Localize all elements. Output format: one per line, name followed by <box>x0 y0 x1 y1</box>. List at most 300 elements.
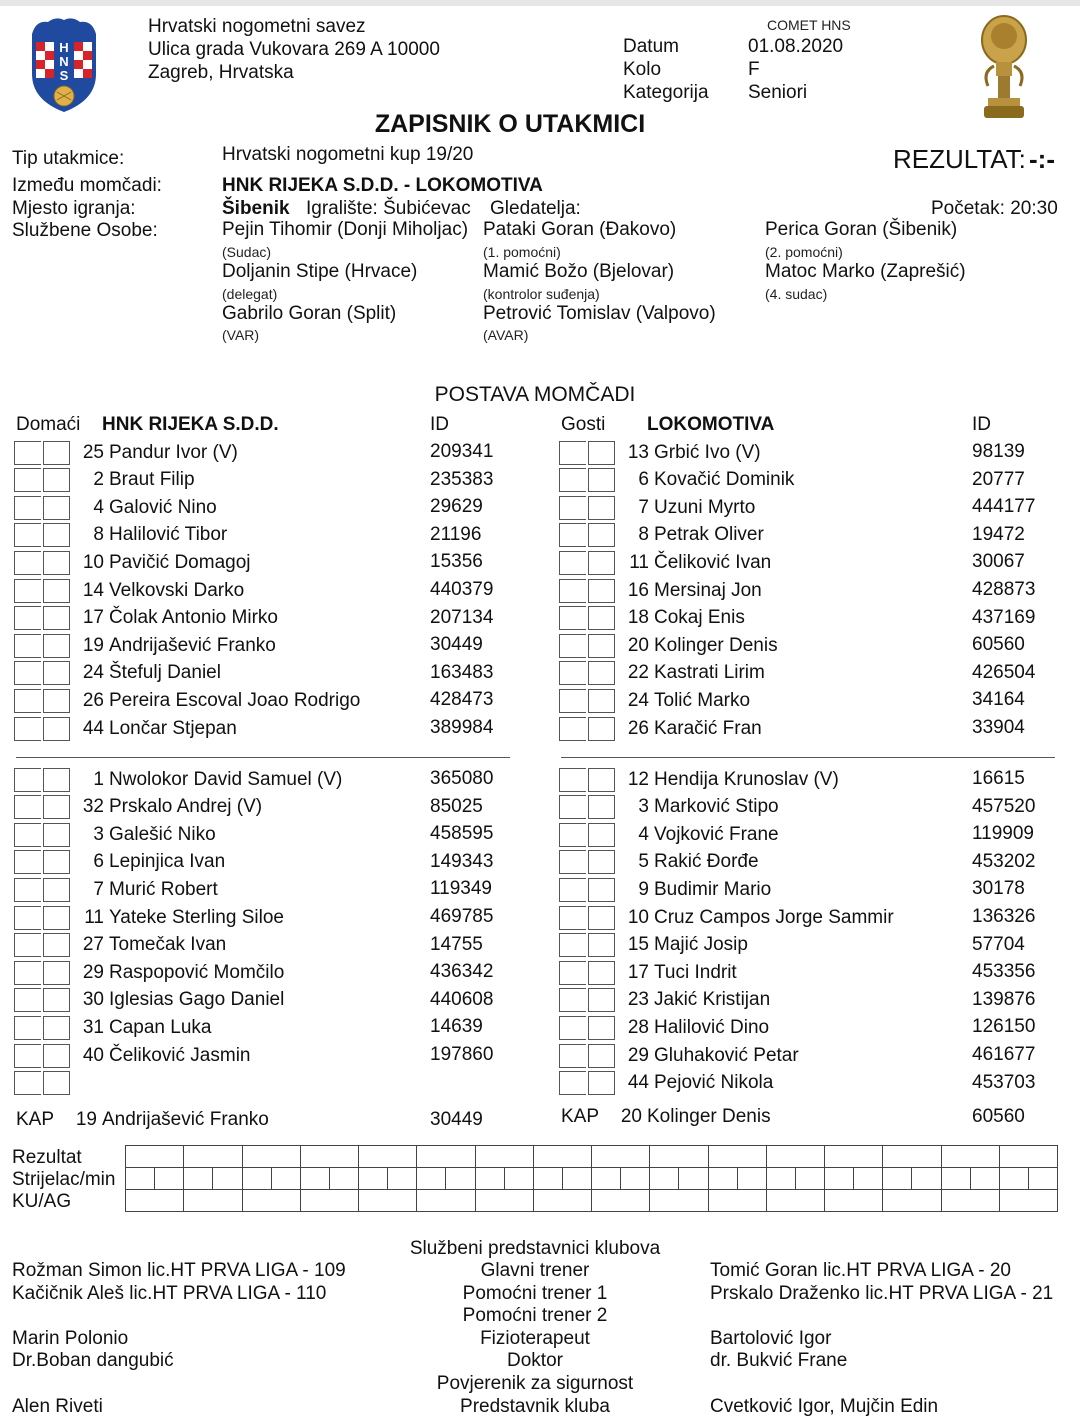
player-row <box>559 660 765 687</box>
player-checkbox-a[interactable] <box>14 1016 41 1040</box>
score-grid-cell[interactable] <box>300 1168 329 1190</box>
player-checkbox-b[interactable] <box>43 496 70 520</box>
player-row <box>14 494 217 521</box>
player-checkbox-a[interactable] <box>559 961 586 985</box>
player-checkbox-a[interactable] <box>14 468 41 492</box>
score-grid-cell[interactable] <box>388 1168 417 1190</box>
player-row <box>14 632 276 659</box>
score-grid-cell[interactable] <box>766 1168 795 1190</box>
away-captain-id: 60560 <box>972 1106 1025 1127</box>
player-number: 13 <box>627 441 649 463</box>
score-grid-cell[interactable] <box>708 1168 737 1190</box>
player-checkbox-b[interactable] <box>43 933 70 957</box>
player-checkbox-b[interactable] <box>43 1071 70 1095</box>
score-grid-cell[interactable] <box>941 1190 999 1212</box>
player-checkbox-a[interactable] <box>14 961 41 985</box>
score-grid-cell[interactable] <box>650 1168 679 1190</box>
player-row <box>14 687 360 714</box>
player-checkbox-b[interactable] <box>588 1044 615 1068</box>
score-grid-cell[interactable] <box>184 1146 242 1168</box>
away-official: dr. Bukvić Frane <box>710 1350 848 1372</box>
player-number: 3 <box>93 823 104 845</box>
player-checkbox-b[interactable] <box>588 768 615 792</box>
player-name: Pavičić Domagoj <box>109 551 251 573</box>
player-checkbox-b[interactable] <box>43 878 70 902</box>
player-row <box>559 439 761 466</box>
player-checkbox-a[interactable] <box>559 551 586 575</box>
player-row <box>559 494 755 521</box>
player-checkbox-b[interactable] <box>588 823 615 847</box>
pitch-text: Igralište: Šubićevac <box>306 198 471 219</box>
player-checkbox-b[interactable] <box>588 523 615 547</box>
player-checkbox-b[interactable] <box>588 661 615 685</box>
player-number: 27 <box>82 934 104 956</box>
player-checkbox-a[interactable] <box>14 768 41 792</box>
player-checkbox-b[interactable] <box>588 795 615 819</box>
home-official: Rožman Simon lic.HT PRVA LIGA - 109 <box>12 1260 346 1281</box>
player-name: Lončar Stjepan <box>109 717 237 739</box>
player-checkbox-b[interactable] <box>43 441 70 465</box>
score-grid-cell[interactable] <box>592 1190 650 1212</box>
player-id: 444177 <box>972 496 1036 518</box>
player-checkbox-b[interactable] <box>43 1016 70 1040</box>
player-checkbox-b[interactable] <box>43 634 70 658</box>
player-checkbox-a[interactable] <box>14 717 41 741</box>
score-grid-cell[interactable] <box>883 1146 941 1168</box>
player-row <box>14 605 278 632</box>
federation-name: Hrvatski nogometni savez <box>148 16 366 37</box>
player-row <box>14 549 251 576</box>
player-row <box>559 715 762 742</box>
score-grid-cell[interactable] <box>126 1190 184 1212</box>
player-number: 17 <box>82 607 104 629</box>
official-role: Doktor <box>507 1350 563 1372</box>
player-id: 149343 <box>430 850 494 872</box>
score-grid-cell[interactable] <box>766 1190 824 1212</box>
player-name: Kovačić Dominik <box>654 469 795 491</box>
score-grid-cell[interactable] <box>475 1146 533 1168</box>
player-id: 136326 <box>972 906 1036 927</box>
svg-text:S: S <box>59 68 69 83</box>
score-grid-cell[interactable] <box>475 1190 533 1212</box>
player-checkbox-b[interactable] <box>43 823 70 847</box>
player-checkbox-a[interactable] <box>559 988 586 1012</box>
score-grid-cell[interactable] <box>359 1190 417 1212</box>
player-id: 207134 <box>430 606 494 628</box>
player-row <box>14 766 342 793</box>
player-id: 469785 <box>430 906 494 927</box>
teams-label: Između momčadi: <box>12 175 162 196</box>
player-name: Rakić Đorđe <box>654 851 759 873</box>
player-id: 453703 <box>972 1071 1036 1093</box>
score-grid-cell[interactable] <box>999 1146 1057 1168</box>
player-checkbox-b[interactable] <box>588 689 615 713</box>
player-number: 29 <box>82 961 104 983</box>
player-checkbox-a[interactable] <box>14 823 41 847</box>
player-number: 14 <box>82 579 104 601</box>
player-checkbox-a[interactable] <box>559 795 586 819</box>
player-checkbox-b[interactable] <box>588 1071 615 1095</box>
player-id: 30449 <box>430 634 483 656</box>
player-name: Capan Luka <box>109 1016 212 1038</box>
player-checkbox-a[interactable] <box>559 634 586 658</box>
player-name: Petrak Oliver <box>654 524 764 546</box>
player-number: 8 <box>638 524 649 546</box>
score-grid-cell[interactable] <box>708 1146 766 1168</box>
player-checkbox-a[interactable] <box>14 878 41 902</box>
player-checkbox-a[interactable] <box>559 579 586 603</box>
player-checkbox-a[interactable] <box>14 523 41 547</box>
official-role: (AVAR) <box>483 327 529 343</box>
score-grid-cell[interactable] <box>592 1146 650 1168</box>
player-checkbox-b[interactable] <box>588 634 615 658</box>
score-grid-cell[interactable] <box>912 1168 941 1190</box>
player-checkbox-a[interactable] <box>559 878 586 902</box>
player-number: 24 <box>627 689 649 711</box>
score-grid-label-result: Rezultat <box>12 1147 82 1168</box>
player-checkbox-a[interactable] <box>14 661 41 685</box>
player-row <box>14 904 284 931</box>
player-name: Majić Josip <box>654 934 748 956</box>
player-number: 24 <box>82 662 104 684</box>
player-checkbox-b[interactable] <box>43 579 70 603</box>
player-checkbox-a[interactable] <box>14 906 41 930</box>
player-checkbox-b[interactable] <box>588 496 615 520</box>
official-role: (VAR) <box>222 327 260 343</box>
player-checkbox-a[interactable] <box>14 634 41 658</box>
player-number: 31 <box>82 1016 104 1038</box>
player-checkbox-a[interactable] <box>559 468 586 492</box>
player-checkbox-b[interactable] <box>43 468 70 492</box>
score-grid-cell[interactable] <box>621 1168 650 1190</box>
score-grid-cell[interactable] <box>679 1168 708 1190</box>
player-name: Štefulj Daniel <box>109 662 221 684</box>
score-grid-cell[interactable] <box>359 1168 388 1190</box>
player-id: 457520 <box>972 795 1036 817</box>
score-grid-cell[interactable] <box>970 1168 999 1190</box>
player-checkbox-a[interactable] <box>559 823 586 847</box>
score-grid-cell[interactable] <box>766 1146 824 1168</box>
player-checkbox-a[interactable] <box>559 768 586 792</box>
score-grid-label-cards: KU/AG <box>12 1191 72 1212</box>
score-grid-cell[interactable] <box>504 1168 533 1190</box>
away-captain-name: Kolinger Denis <box>647 1106 771 1127</box>
teams-value: HNK RIJEKA S.D.D. - LOKOMOTIVA <box>222 175 543 196</box>
player-name: Murić Robert <box>109 878 218 900</box>
score-grid-cell[interactable] <box>242 1146 300 1168</box>
player-checkbox-b[interactable] <box>43 795 70 819</box>
svg-text:H: H <box>59 40 69 55</box>
player-checkbox-b[interactable] <box>588 717 615 741</box>
player-checkbox-a[interactable] <box>14 1071 41 1095</box>
lineup-title: POSTAVA MOMČADI <box>434 383 636 406</box>
score-grid-cell[interactable] <box>737 1168 766 1190</box>
player-checkbox-a[interactable] <box>14 606 41 630</box>
player-id: 428873 <box>972 579 1036 600</box>
player-name: Jakić Kristijan <box>654 989 771 1011</box>
score-grid-cell[interactable] <box>184 1190 242 1212</box>
score-grid-cell[interactable] <box>708 1190 766 1212</box>
official-name: Perica Goran (Šibenik) <box>765 219 958 240</box>
player-checkbox-a[interactable] <box>559 1071 586 1095</box>
score-grid-cell[interactable] <box>825 1146 883 1168</box>
home-captain-name: Andrijašević Franko <box>102 1109 269 1130</box>
home-captain-label: KAP <box>16 1109 55 1130</box>
official-role: Fizioterapeut <box>480 1327 590 1349</box>
official-role: Pomoćni trener 2 <box>462 1305 608 1327</box>
player-id: 33904 <box>972 717 1025 738</box>
player-name: Kastrati Lirim <box>654 662 765 684</box>
player-id: 428473 <box>430 689 494 711</box>
player-number: 12 <box>627 768 649 790</box>
player-checkbox-b[interactable] <box>43 551 70 575</box>
score-grid-cell[interactable] <box>475 1168 504 1190</box>
player-checkbox-b[interactable] <box>43 906 70 930</box>
date-label: Datum <box>623 36 679 57</box>
score-grid-table <box>125 1145 1058 1212</box>
score-grid-cell[interactable] <box>825 1190 883 1212</box>
away-official: Tomić Goran lic.HT PRVA LIGA - 20 <box>710 1260 1011 1281</box>
player-checkbox-a[interactable] <box>14 795 41 819</box>
player-checkbox-b[interactable] <box>43 606 70 630</box>
player-checkbox-b[interactable] <box>588 441 615 465</box>
player-checkbox-b[interactable] <box>43 689 70 713</box>
player-checkbox-a[interactable] <box>559 606 586 630</box>
player-id: 119349 <box>430 878 492 900</box>
player-id: 14755 <box>430 933 483 955</box>
player-checkbox-b[interactable] <box>588 579 615 603</box>
player-number: 6 <box>93 851 104 873</box>
cup-trophy-image <box>974 14 1034 122</box>
player-checkbox-b[interactable] <box>588 850 615 874</box>
player-checkbox-a[interactable] <box>559 441 586 465</box>
player-number: 1 <box>93 768 104 790</box>
kickoff-text: Početak: 20:30 <box>931 198 1058 219</box>
player-checkbox-b[interactable] <box>588 961 615 985</box>
player-number: 16 <box>627 579 649 601</box>
player-name: Gluhaković Petar <box>654 1044 799 1066</box>
score-grid-cell[interactable] <box>155 1168 184 1190</box>
away-lineup-divider <box>561 757 1055 758</box>
player-checkbox-a[interactable] <box>14 579 41 603</box>
official-role: Povjerenik za sigurnost <box>436 1373 634 1394</box>
player-id: 126150 <box>972 1016 1036 1038</box>
match-type-value: Hrvatski nogometni kup 19/20 <box>222 144 474 165</box>
score-grid-cell[interactable] <box>854 1168 883 1190</box>
player-checkbox-a[interactable] <box>559 1044 586 1068</box>
player-id: 453202 <box>972 850 1036 872</box>
away-side-label: Gosti <box>561 414 606 435</box>
player-name: Čeliković Jasmin <box>109 1044 251 1066</box>
score-grid-cell[interactable] <box>300 1190 358 1212</box>
score-grid-cell[interactable] <box>533 1190 591 1212</box>
home-id-header: ID <box>430 414 449 435</box>
score-grid-cell[interactable] <box>533 1146 591 1168</box>
player-name: Pandur Ivor (V) <box>109 441 238 463</box>
official-role: (4. sudac) <box>765 286 828 302</box>
score-grid-cell[interactable] <box>562 1168 591 1190</box>
score-grid-cell[interactable] <box>242 1168 271 1190</box>
player-number: 26 <box>627 717 649 739</box>
score-grid-cell[interactable] <box>825 1168 854 1190</box>
official-name: Gabrilo Goran (Split) <box>222 303 397 324</box>
player-checkbox-b[interactable] <box>43 768 70 792</box>
player-name: Tomečak Ivan <box>109 934 227 956</box>
player-number: 15 <box>627 934 649 956</box>
score-grid-cell[interactable] <box>941 1146 999 1168</box>
home-side-label: Domaći <box>16 414 81 435</box>
player-row <box>14 932 226 959</box>
score-grid-cell[interactable] <box>533 1168 562 1190</box>
home-lineup-divider <box>16 757 510 758</box>
player-checkbox-a[interactable] <box>559 1016 586 1040</box>
player-checkbox-a[interactable] <box>14 496 41 520</box>
player-checkbox-a[interactable] <box>559 717 586 741</box>
player-checkbox-a[interactable] <box>14 1044 41 1068</box>
player-checkbox-b[interactable] <box>588 606 615 630</box>
score-grid-cell[interactable] <box>126 1168 155 1190</box>
player-checkbox-a[interactable] <box>14 551 41 575</box>
player-checkbox-b[interactable] <box>43 717 70 741</box>
player-id: 57704 <box>972 933 1025 955</box>
score-grid-cell[interactable] <box>999 1168 1028 1190</box>
score-grid-cell[interactable] <box>271 1168 300 1190</box>
player-checkbox-a[interactable] <box>559 496 586 520</box>
top-border <box>0 0 1080 6</box>
player-checkbox-a[interactable] <box>559 850 586 874</box>
player-number: 19 <box>82 634 104 656</box>
player-checkbox-b[interactable] <box>588 468 615 492</box>
player-name: Uzuni Myrto <box>654 496 756 518</box>
score-grid-cell[interactable] <box>329 1168 358 1190</box>
away-official: Bartolović Igor <box>710 1327 832 1349</box>
player-checkbox-b[interactable] <box>588 988 615 1012</box>
player-row <box>559 794 779 821</box>
player-checkbox-b[interactable] <box>588 906 615 930</box>
player-id: 197860 <box>430 1044 494 1065</box>
player-checkbox-b[interactable] <box>588 933 615 957</box>
player-row <box>14 959 284 986</box>
player-row <box>14 987 284 1014</box>
player-checkbox-a[interactable] <box>559 523 586 547</box>
player-name: Prskalo Andrej (V) <box>109 796 263 818</box>
player-number: 17 <box>627 961 649 983</box>
score-grid-cell[interactable] <box>126 1146 184 1168</box>
player-checkbox-a[interactable] <box>14 689 41 713</box>
player-checkbox-a[interactable] <box>559 661 586 685</box>
player-checkbox-a[interactable] <box>14 441 41 465</box>
player-checkbox-b[interactable] <box>43 850 70 874</box>
score-grid-cell[interactable] <box>795 1168 824 1190</box>
score-grid-cell[interactable] <box>650 1190 708 1212</box>
official-role: (delegat) <box>222 286 278 302</box>
federation-city: Zagreb, Hrvatska <box>148 62 294 83</box>
federation-address: Ulica grada Vukovara 269 A 10000 <box>148 39 440 60</box>
player-checkbox-a[interactable] <box>14 988 41 1012</box>
score-grid-cell[interactable] <box>592 1168 621 1190</box>
player-checkbox-b[interactable] <box>43 661 70 685</box>
system-label: COMET HNS <box>767 17 851 33</box>
score-grid-cell[interactable] <box>242 1190 300 1212</box>
player-name: Galović Nino <box>109 496 217 518</box>
player-row <box>559 849 759 876</box>
player-checkbox-a[interactable] <box>559 689 586 713</box>
player-id: 453356 <box>972 961 1036 983</box>
score-grid-cell[interactable] <box>650 1146 708 1168</box>
player-id: 209341 <box>430 441 494 462</box>
player-id: 85025 <box>430 795 483 817</box>
player-checkbox-a[interactable] <box>14 850 41 874</box>
score-grid-cell[interactable] <box>184 1168 213 1190</box>
player-number: 10 <box>627 906 649 928</box>
player-checkbox-b[interactable] <box>43 961 70 985</box>
player-row <box>559 577 762 604</box>
official-name: Pataki Goran (Đakovo) <box>483 219 677 240</box>
player-checkbox-b[interactable] <box>588 1016 615 1040</box>
player-id: 98139 <box>972 441 1025 462</box>
result-value: -:- <box>1029 144 1055 174</box>
hns-crest-logo <box>22 16 106 116</box>
home-team-name: HNK RIJEKA S.D.D. <box>102 414 279 435</box>
player-number: 23 <box>627 989 649 1011</box>
player-checkbox-a[interactable] <box>559 933 586 957</box>
score-grid-cell[interactable] <box>300 1146 358 1168</box>
player-number: 22 <box>627 662 649 684</box>
score-grid-cell[interactable] <box>883 1168 912 1190</box>
score-grid-cell[interactable] <box>417 1168 446 1190</box>
player-checkbox-b[interactable] <box>43 988 70 1012</box>
player-checkbox-b[interactable] <box>43 523 70 547</box>
player-number: 44 <box>627 1072 649 1094</box>
score-grid-cell[interactable] <box>999 1190 1057 1212</box>
score-grid-cell[interactable] <box>883 1190 941 1212</box>
score-grid-cell[interactable] <box>417 1190 475 1212</box>
away-official: Cvetković Igor, Mujčin Edin <box>710 1395 939 1417</box>
score-grid-cell[interactable] <box>213 1168 242 1190</box>
player-checkbox-b[interactable] <box>588 551 615 575</box>
player-name: Grbić Ivo (V) <box>654 441 761 463</box>
player-name: Čeliković Ivan <box>654 551 772 573</box>
player-row <box>14 794 262 821</box>
player-number: 2 <box>93 469 104 491</box>
home-captain-number: 19 <box>75 1109 97 1130</box>
player-id: 14639 <box>430 1016 483 1038</box>
player-checkbox-a[interactable] <box>559 906 586 930</box>
score-grid-cell[interactable] <box>941 1168 970 1190</box>
score-grid-cell[interactable] <box>417 1146 475 1168</box>
player-id: 389984 <box>430 717 494 738</box>
player-checkbox-b[interactable] <box>588 878 615 902</box>
player-id: 440608 <box>430 988 494 1010</box>
score-grid-cell[interactable] <box>446 1168 475 1190</box>
player-id: 30067 <box>972 551 1025 573</box>
score-grid-cell[interactable] <box>359 1146 417 1168</box>
score-grid-cell[interactable] <box>1028 1168 1057 1190</box>
player-id: 163483 <box>430 661 494 683</box>
player-row <box>14 577 244 604</box>
player-name: Halilović Tibor <box>109 524 228 546</box>
player-name: Yateke Sterling Siloe <box>109 906 284 928</box>
player-checkbox-b[interactable] <box>43 1044 70 1068</box>
player-number: 3 <box>638 796 649 818</box>
player-row <box>14 876 218 903</box>
player-row <box>14 1014 211 1041</box>
player-number: 40 <box>82 1044 104 1066</box>
away-team-name: LOKOMOTIVA <box>647 414 775 435</box>
player-name: Pejović Nikola <box>654 1072 774 1094</box>
player-name: Čolak Antonio Mirko <box>109 607 278 629</box>
player-checkbox-a[interactable] <box>14 933 41 957</box>
